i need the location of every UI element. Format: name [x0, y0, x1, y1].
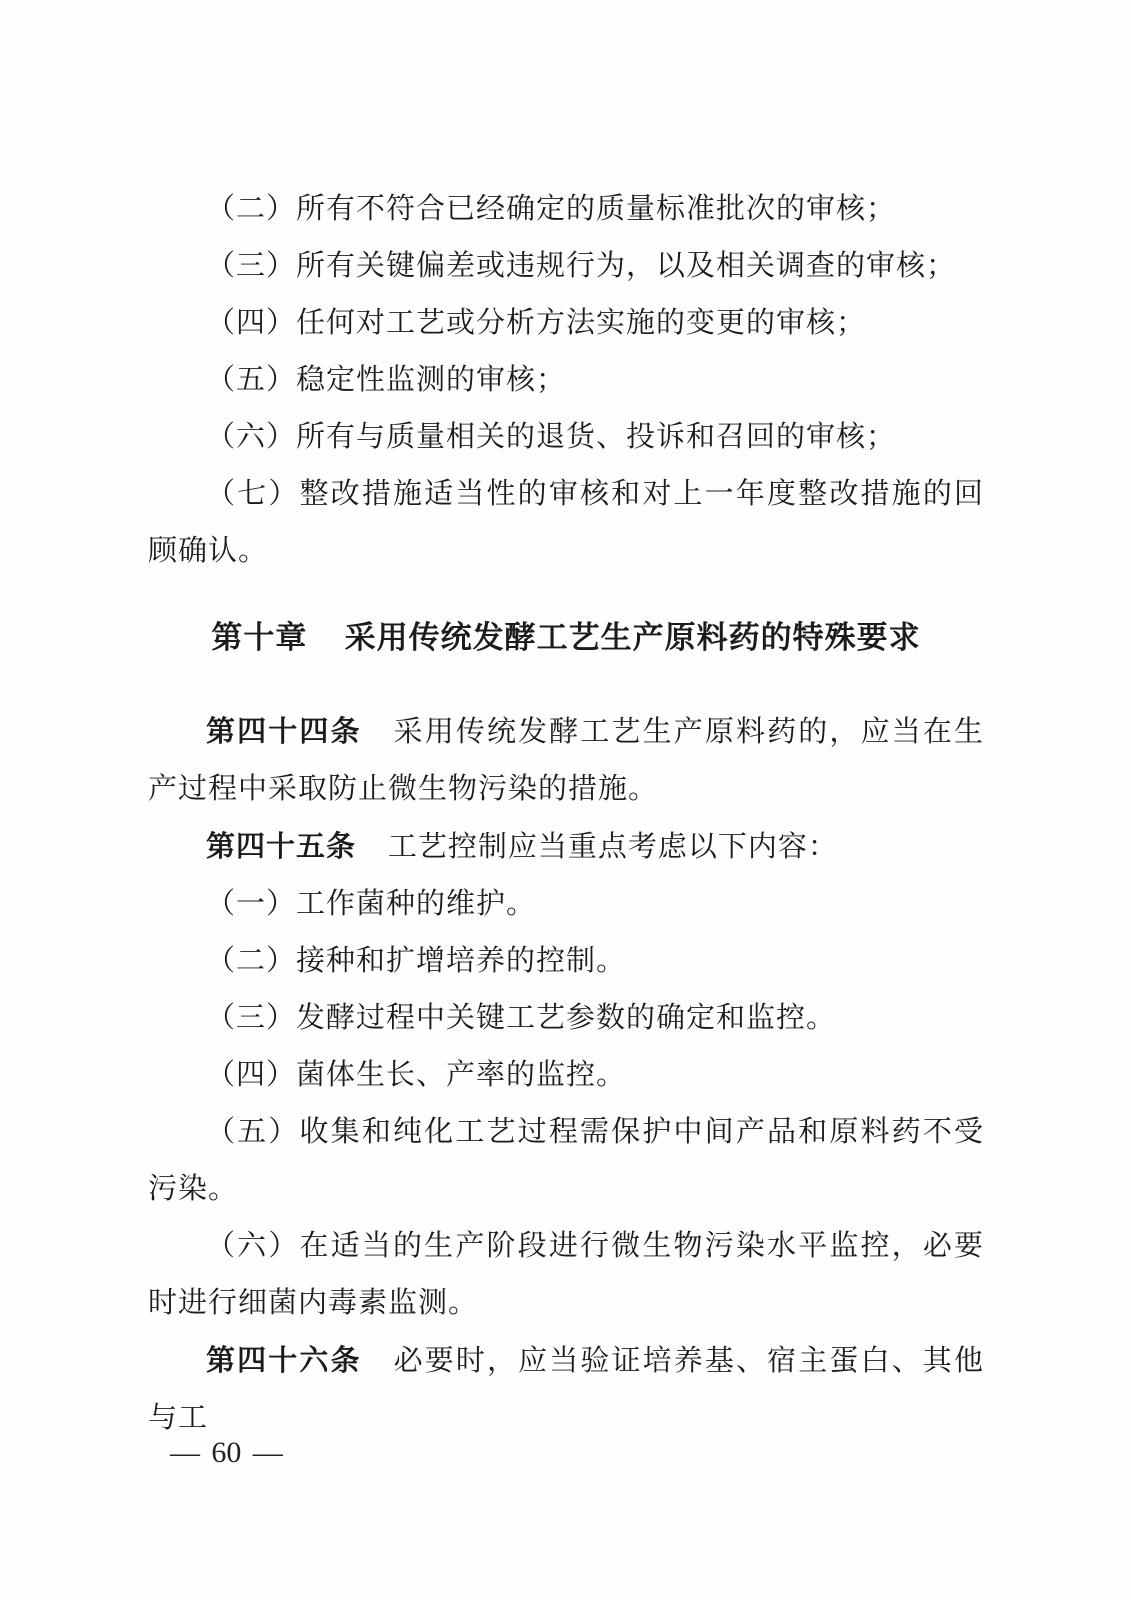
review-item-2: （二）所有不符合已经确定的质量标准批次的审核；	[206, 193, 897, 225]
chapter-heading	[148, 610, 984, 667]
process-item-4: （四）菌体生长、产率的监控。	[206, 1059, 627, 1091]
footer-left-dash: —	[170, 1436, 200, 1469]
page-content	[148, 181, 984, 1447]
process-item-5: （五）收集和纯化工艺过程需保护中间产品和原料药不受污染。	[148, 1116, 984, 1205]
process-item-1: （一）工作菌种的维护。	[206, 888, 537, 920]
footer-right-dash: —	[252, 1436, 283, 1469]
page-number: 60	[211, 1436, 242, 1469]
review-item-4: （四）任何对工艺或分析方法实施的变更的审核；	[206, 307, 867, 339]
process-item-3: （三）发酵过程中关键工艺参数的确定和监控。	[206, 1002, 837, 1034]
review-item-3: （三）所有关键偏差或违规行为，以及相关调查的审核；	[206, 250, 957, 282]
article-45	[148, 818, 984, 876]
article-44-label: 第四十四条	[206, 714, 362, 748]
chapter-number: 第十章	[211, 620, 308, 656]
review-item-7: （七）整改措施适当性的审核和对上一年度整改措施的回顾确认。	[148, 478, 984, 567]
chapter-title: 采用传统发酵工艺生产原料药的特殊要求	[344, 620, 921, 656]
process-item-6: （六）在适当的生产阶段进行微生物污染水平监控，必要时进行细菌内毒素监测。	[148, 1230, 984, 1319]
review-item-6: （六）所有与质量相关的退货、投诉和召回的审核；	[206, 421, 897, 453]
page-footer	[170, 1424, 283, 1481]
article-44	[148, 703, 984, 818]
article-46-text: 必要时，应当验证培养基、宿主蛋白、其他与工	[148, 1345, 984, 1434]
article-45-label: 第四十五条	[206, 829, 357, 863]
process-item-2: （二）接种和扩增培养的控制。	[206, 945, 627, 977]
article-44-text: 采用传统发酵工艺生产原料药的，应当在生产过程中采取防止微生物污染的措施。	[148, 716, 984, 805]
review-item-5: （五）稳定性监测的审核；	[206, 364, 567, 396]
article-46-label: 第四十六条	[206, 1343, 362, 1377]
article-45-text: 工艺控制应当重点考虑以下内容：	[387, 831, 838, 863]
